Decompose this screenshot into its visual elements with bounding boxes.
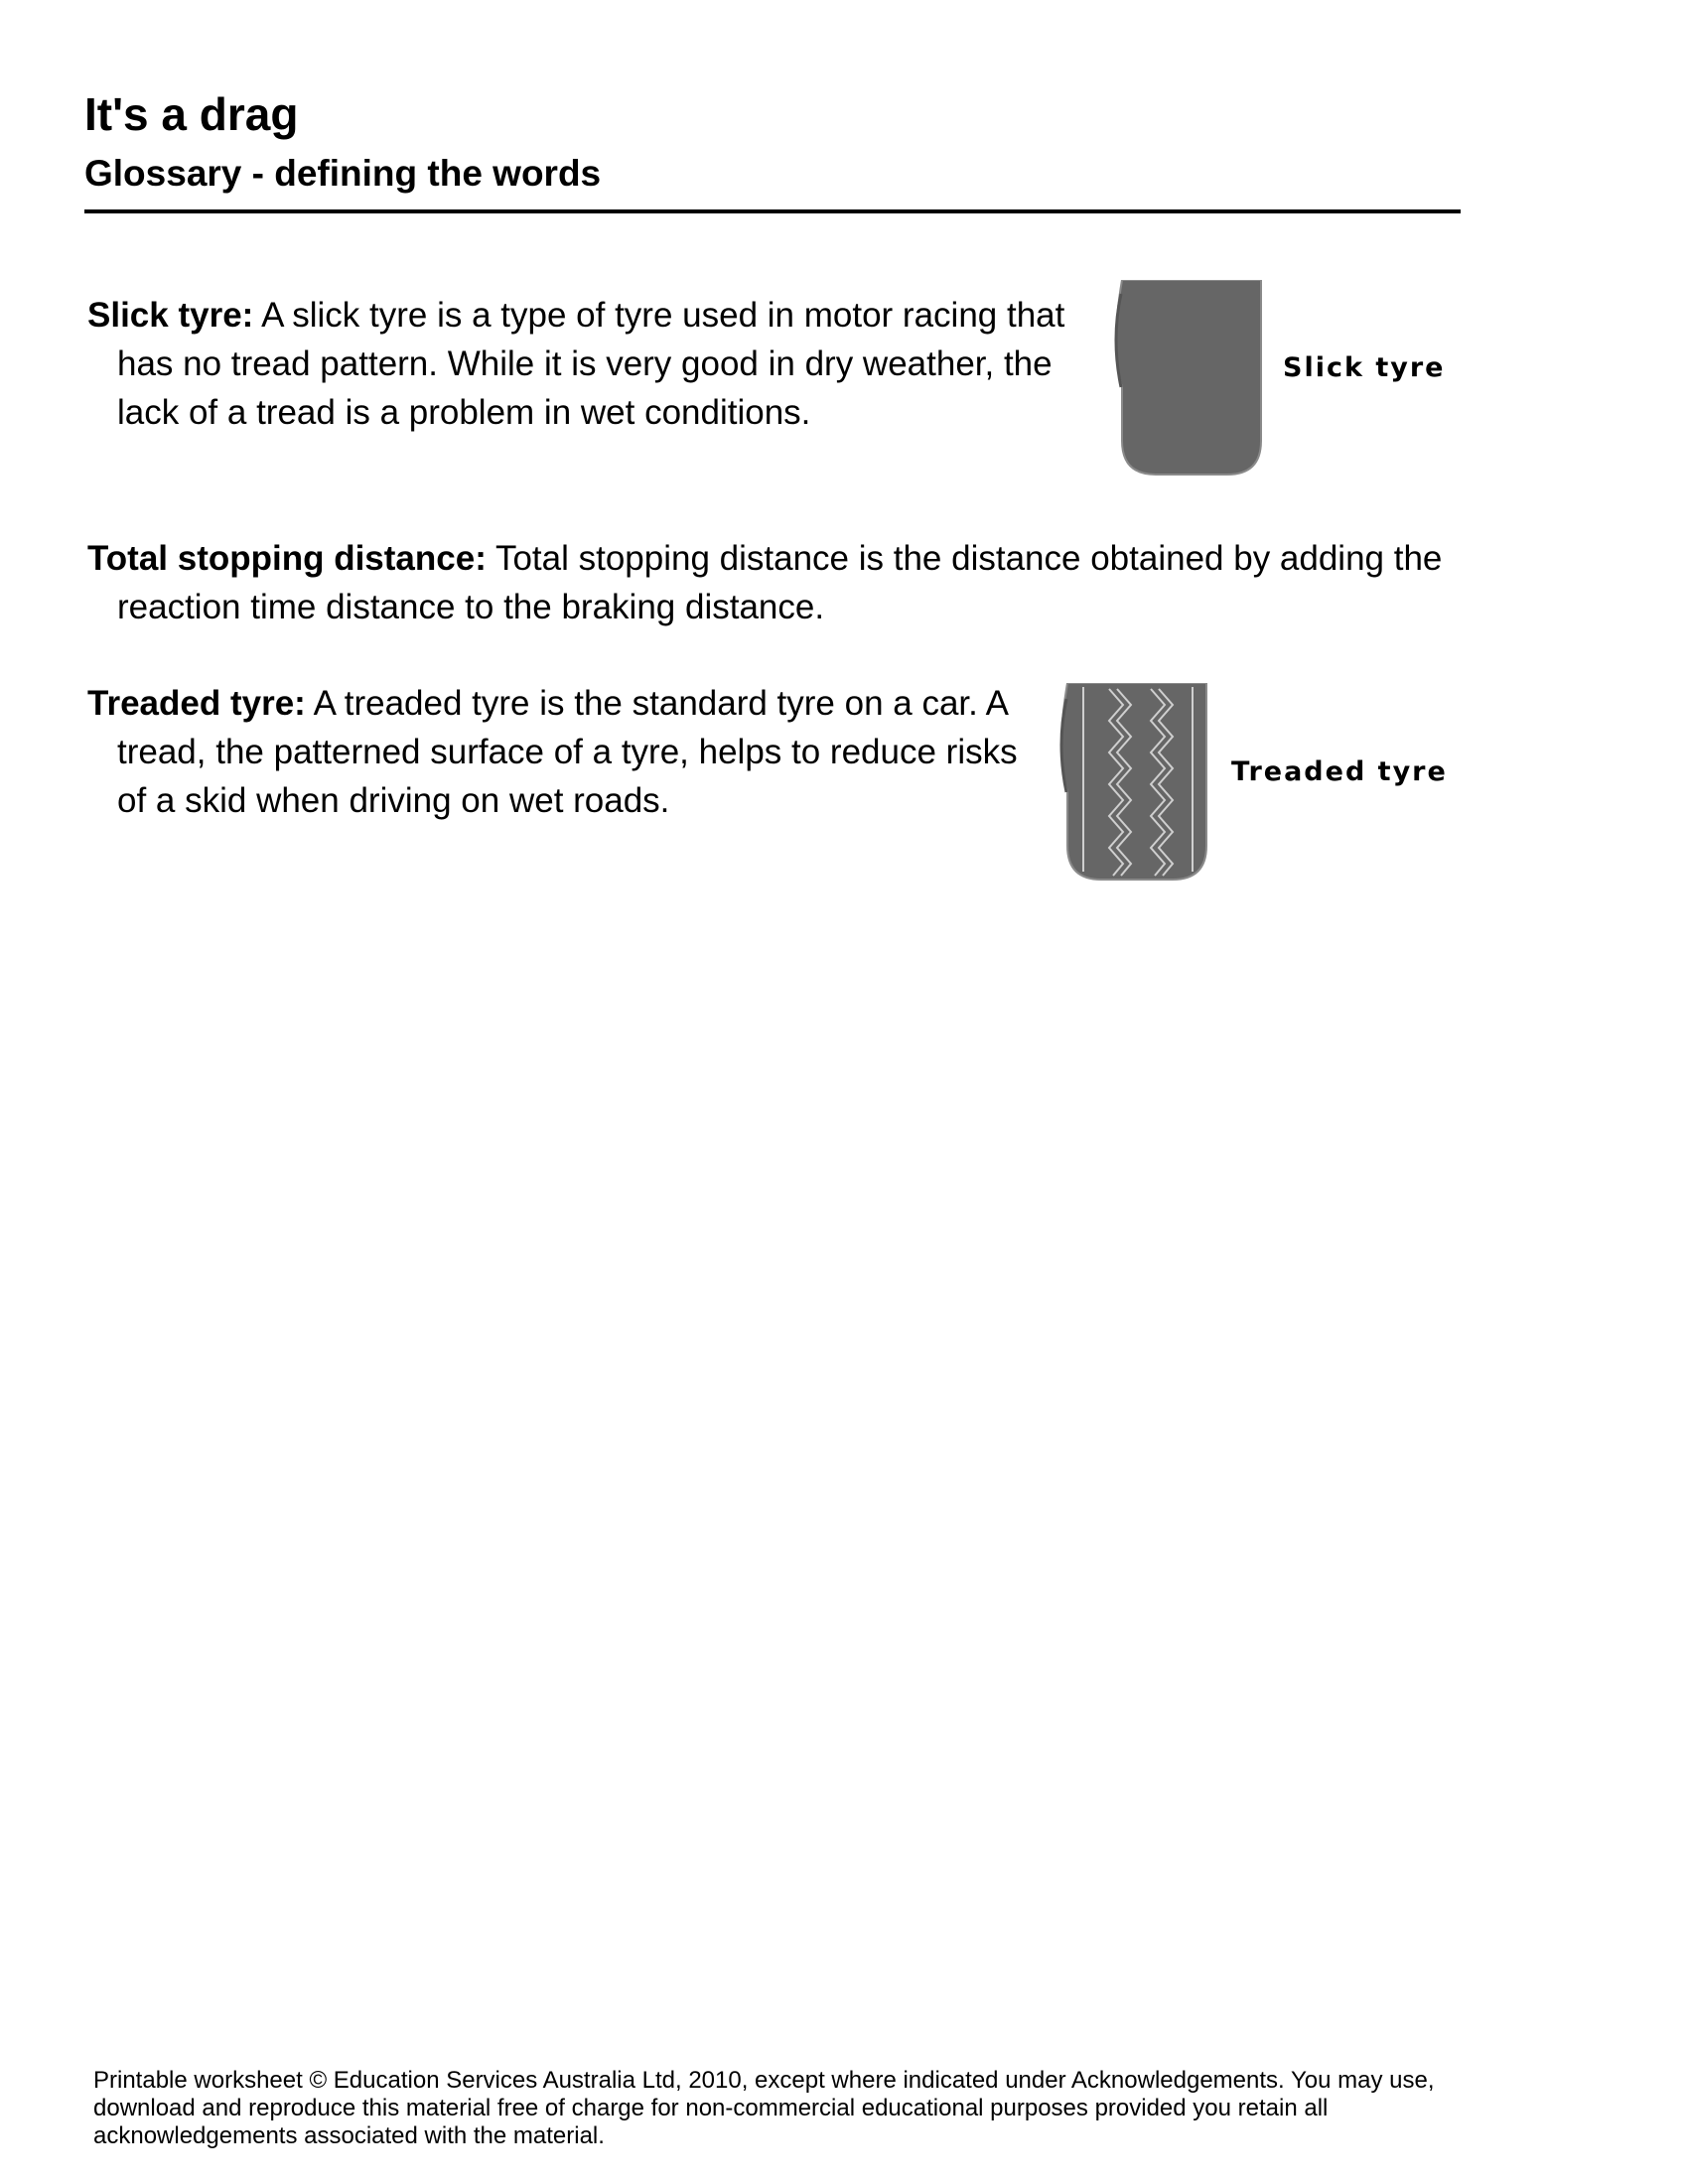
- slick-tyre-illustration: [1102, 280, 1271, 477]
- page-subtitle: Glossary - defining the words: [84, 153, 602, 194]
- header-divider: [84, 209, 1461, 213]
- glossary-term: Treaded tyre:: [87, 684, 306, 723]
- glossary-definition: Total stopping distance is the distance obtained by adding the reaction time distance to the braking distance.: [117, 539, 1443, 626]
- glossary-definition: A slick tyre is a type of tyre used in motor racing that has no tread pattern. While it is very good in dry weather, the lack of a tread is a problem in wet conditions.: [117, 296, 1065, 432]
- glossary-entry-treaded-tyre: [87, 679, 1041, 825]
- treaded-tyre-caption: Treaded tyre: [1231, 756, 1448, 787]
- glossary-term: Slick tyre:: [87, 296, 254, 335]
- slick-tyre-shape: [1116, 280, 1261, 475]
- glossary-entry-total-stopping-distance: [87, 534, 1458, 631]
- copyright-footer: Printable worksheet © Education Services Australia Ltd, 2010, except where indicated under Acknowledgements. You may use, download and reproduce this material free of charge for non-commercial educational purposes provided you retain all acknowledgements associated with the material.: [93, 2067, 1435, 2149]
- glossary-definition: A treaded tyre is the standard tyre on a car. A tread, the patterned surface of a tyre, helps to reduce risks of a skid when driving on wet roads.: [117, 684, 1018, 820]
- glossary-term: Total stopping distance:: [87, 539, 487, 578]
- glossary-entry-slick-tyre: [87, 291, 1120, 437]
- treaded-tyre-illustration: [1048, 683, 1216, 882]
- page-title: It's a drag: [84, 88, 299, 140]
- slick-tyre-caption: Slick tyre: [1283, 352, 1446, 383]
